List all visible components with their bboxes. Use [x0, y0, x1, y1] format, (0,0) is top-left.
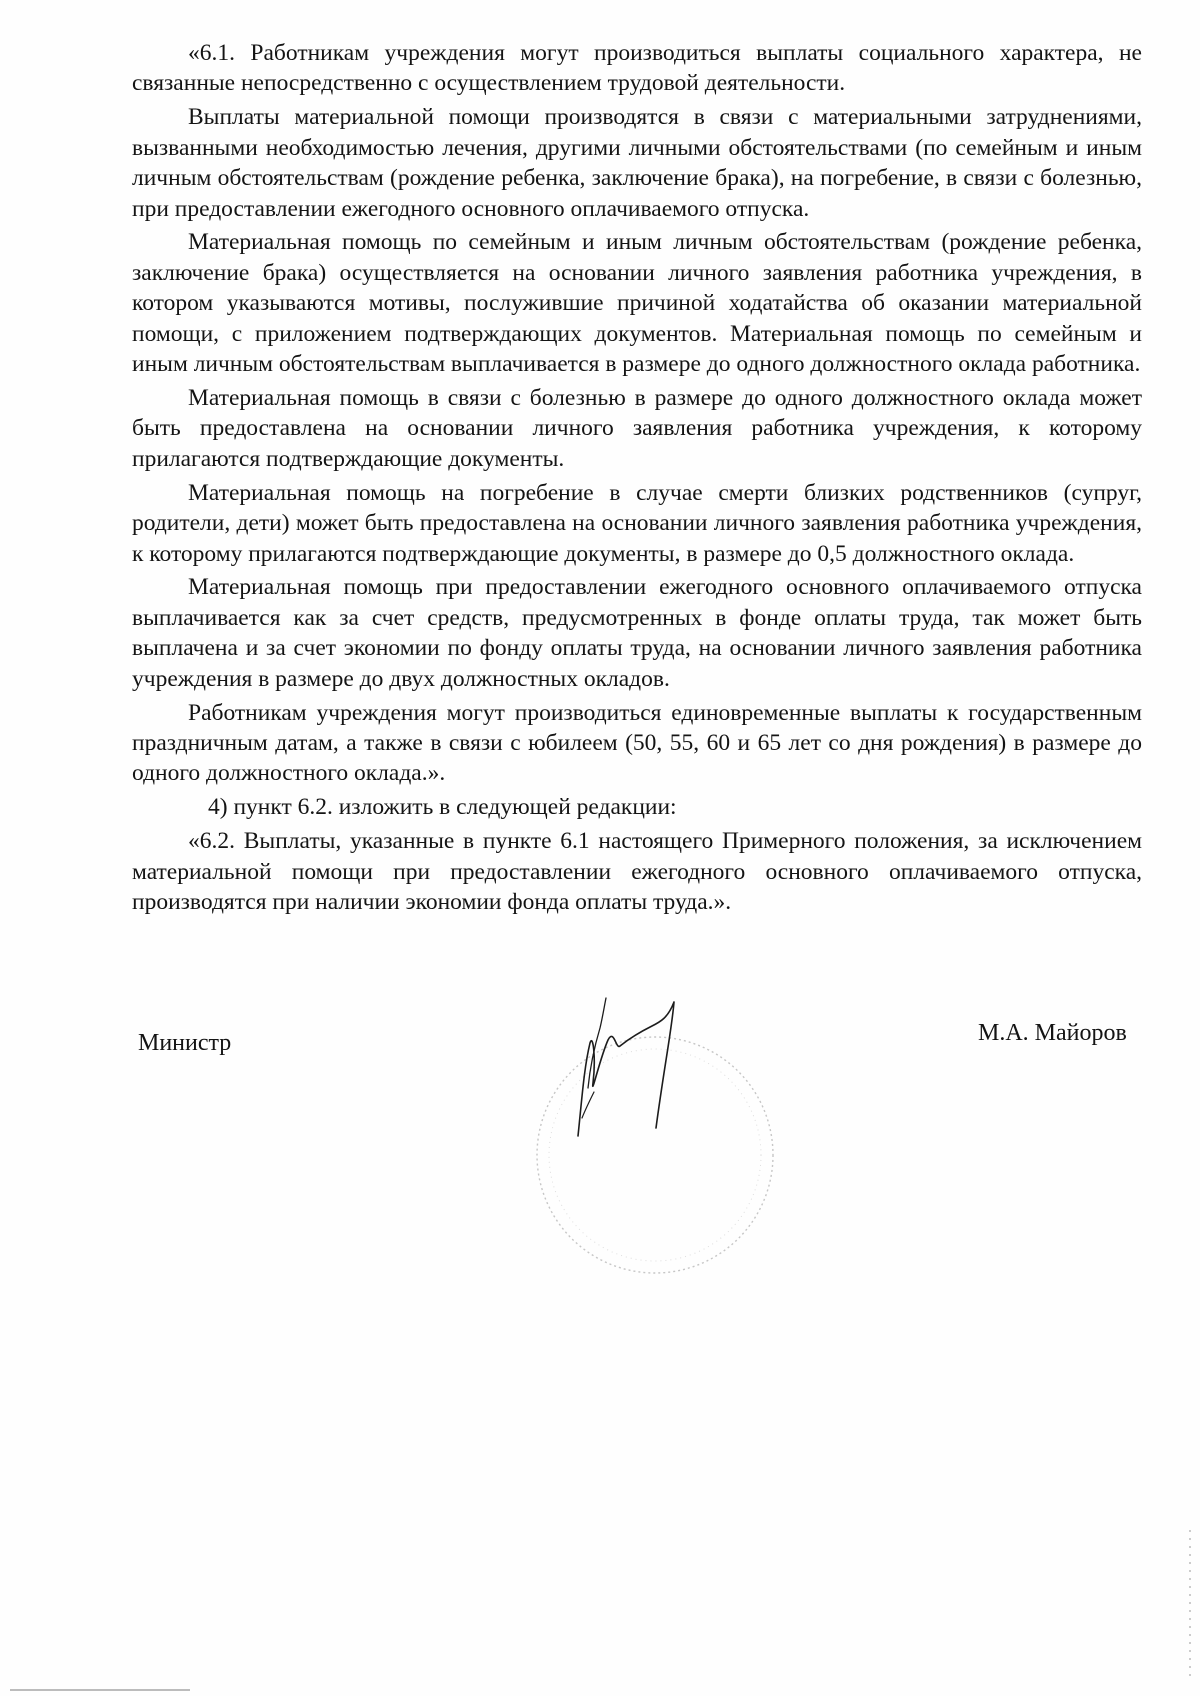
- handwritten-signature: [560, 988, 690, 1158]
- document-body: [132, 38, 1142, 921]
- paragraph-illness: Материальная помощь в связи с болезнью в размере до одного должностного оклада может быть предоставлена на основании личного заявления работника учреждения, к которому прилагаются подтверждающие документы.: [132, 384, 1142, 472]
- paragraph-family-circumstances: Материальная помощь по семейным и иным личным обстоятельствам (рождение ребенка, заключение брака) осуществляется на основании личного заявления работника учреждения, в котором указываются мотивы, послужившие причиной ходатайства об оказании материальной помощи, с приложением подтверждающих документов. Материальная помощь по семейным и иным личным обстоятельствам выплачивается в размере до одного должностного оклада работника.: [132, 229, 1142, 378]
- paragraph-6-2: «6.2. Выплаты, указанные в пункте 6.1 настоящего Примерного положения, за исключением материальной помощи при предоставлении ежегодного основного оплачиваемого отпуска, производятся при наличии экономии фонда оплаты труда.».: [132, 828, 1142, 915]
- signatory-role: Министр: [138, 1030, 232, 1056]
- signatory-name: М.А. Майоров: [978, 1020, 1127, 1046]
- paragraph-funeral: Материальная помощь на погребение в случае смерти близких родственников (супруг, родители, дети) может быть предоставлена на основании личного заявления работника учреждения, к которому прилагаются подтверждающие документы, в размере до 0,5 должностного оклада.: [132, 479, 1142, 567]
- paragraph-material-aid-reasons: Выплаты материальной помощи производятся в связи с материальными затруднениями, вызванными необходимостью лечения, другими личными обстоятельствами (по семейным и иным личным обстоятельствам (рождение ребенка, заключение брака), на погребение, в связи с болезнью, при предоставлении ежегодного основного оплачиваемого отпуска.: [132, 104, 1142, 222]
- paragraph-vacation: Материальная помощь при предоставлении ежегодного основного оплачиваемого отпуска выплачивается как за счет средств, предусмотренных в фонде оплаты труда, так может быть выплачена и за счет экономии по фонду оплаты труда, на основании личного заявления работника учреждения в размере до двух должностных окладов.: [132, 574, 1142, 692]
- paragraph-anniversary: Работникам учреждения могут производиться единовременные выплаты к государственным праздничным датам, а также в связи с юбилеем (50, 55, 60 и 65 лет со дня рождения) в размере до одного должностного оклада.».: [132, 699, 1142, 787]
- paragraph-6-1: «6.1. Работникам учреждения могут производиться выплаты социального характера, не связанные непосредственно с осуществлением трудовой деятельности.: [132, 40, 1142, 97]
- bottom-edge-line: [10, 1688, 190, 1692]
- margin-scan-marks: [1188, 1530, 1192, 1680]
- paragraph-item-4: 4) пункт 6.2. изложить в следующей редакции:: [208, 794, 677, 821]
